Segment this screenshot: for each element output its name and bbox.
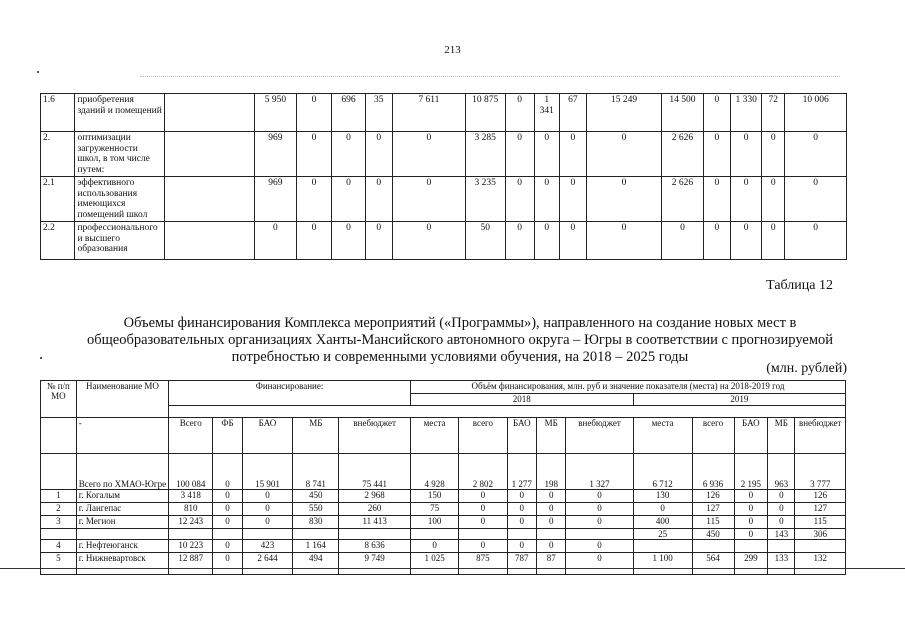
cell-value: 1 100: [633, 553, 692, 575]
cell-value: 0: [586, 222, 661, 260]
cell-value: 143: [768, 529, 795, 540]
cell-value: [293, 529, 339, 540]
header-col: места: [410, 418, 458, 454]
cell-value: 0: [213, 490, 242, 503]
scan-dot: [40, 357, 42, 359]
cell-value: 6 936: [692, 454, 734, 490]
cell-value: 2 195: [734, 454, 768, 490]
cell-value: 0: [534, 222, 559, 260]
cell-value: 0: [586, 132, 661, 177]
cell-value: 0: [785, 132, 847, 177]
table-row: [41, 503, 846, 516]
header-col: всего: [459, 418, 507, 454]
cell-value: 0: [459, 516, 507, 529]
cell-value: 10 006: [785, 94, 847, 132]
cell-value: 0: [731, 132, 762, 177]
cell-value: [795, 540, 846, 553]
cell-value: 3 235: [465, 177, 505, 222]
cell-value: 0: [734, 529, 768, 540]
cell-blank: [165, 222, 255, 260]
header-blank: [41, 418, 77, 454]
table-row: [41, 177, 847, 222]
header-financing: Финансирование:: [169, 381, 411, 406]
cell-value: 0: [566, 516, 633, 529]
cell-value: 0: [559, 132, 586, 177]
table-row: [41, 553, 846, 575]
row-name: г. Лангепас: [76, 503, 168, 516]
cell-value: 126: [795, 490, 846, 503]
cell-value: 0: [703, 132, 730, 177]
cell-value: 3 285: [465, 132, 505, 177]
cell-value: 0: [731, 177, 762, 222]
cell-value: 0: [536, 490, 565, 503]
cell-value: 1 341: [534, 94, 559, 132]
cell-value: 67: [559, 94, 586, 132]
cell-value: 2 626: [662, 177, 704, 222]
cell-value: 0: [255, 222, 297, 260]
cell-value: 1 025: [410, 553, 458, 575]
cell-value: 5 950: [255, 94, 297, 132]
table-label: Таблица 12: [766, 278, 833, 293]
cell-value: 0: [768, 490, 795, 503]
header-spacer: [169, 406, 846, 418]
cell-value: 0: [734, 516, 768, 529]
cell-value: 0: [559, 177, 586, 222]
cell-value: 400: [633, 516, 692, 529]
cell-value: 12 887: [169, 553, 213, 575]
cell-value: 50: [465, 222, 505, 260]
cell-value: 0: [507, 490, 536, 503]
cell-blank: [41, 454, 77, 490]
cell-value: 3 777: [795, 454, 846, 490]
cell-value: 0: [586, 177, 661, 222]
header-dash: -: [76, 418, 168, 454]
header-year-2019: 2019: [633, 394, 845, 406]
cell-value: 1 164: [293, 540, 339, 553]
row-name: г. Нижневартовск: [76, 553, 168, 575]
header-volume: Объём финансирования, млн. руб и значение показателя (места) на 2018-2019 год: [410, 381, 845, 394]
table-title: [60, 315, 860, 366]
cell-value: 0: [213, 516, 242, 529]
cell-value: [169, 529, 213, 540]
cell-value: 126: [692, 490, 734, 503]
header-col: всего: [692, 418, 734, 454]
header-col: БАО: [242, 418, 292, 454]
cell-value: 100: [410, 516, 458, 529]
cell-value: 0: [296, 94, 331, 132]
title-line: Объемы финансирования Комплекса мероприятий («Программы»), направленного на создание новых мест в: [123, 315, 797, 331]
row-number: 3: [41, 516, 77, 529]
header-num: № п/п МО: [41, 381, 77, 418]
table-row: [41, 94, 847, 132]
cell-value: 25: [633, 529, 692, 540]
cell-value: 0: [507, 540, 536, 553]
cell-value: 0: [762, 177, 785, 222]
cell-value: 0: [392, 132, 465, 177]
row-name: [76, 529, 168, 540]
cell-value: 0: [566, 553, 633, 575]
row-number: [41, 529, 77, 540]
cell-value: [339, 529, 411, 540]
cell-value: 550: [293, 503, 339, 516]
header-col: МБ: [536, 418, 565, 454]
header-col: внебюджет: [566, 418, 633, 454]
cell-value: [768, 540, 795, 553]
cell-value: [692, 540, 734, 553]
cell-value: [507, 529, 536, 540]
cell-value: 9 749: [339, 553, 411, 575]
row-number: 2: [41, 503, 77, 516]
page-bottom-rule: [0, 568, 905, 569]
header-col: МБ: [768, 418, 795, 454]
cell-value: 3 418: [169, 490, 213, 503]
cell-value: 72: [762, 94, 785, 132]
cell-value: 423: [242, 540, 292, 553]
scan-dot: [37, 71, 39, 73]
title-line: потребностью и современными условиями обучения, на 2018 – 2025 годы: [231, 349, 689, 365]
cell-value: [213, 529, 242, 540]
title-line: общеобразовательных организациях Ханты-Мансийского автономного округа – Югры в соответствии с прогнозируемой: [86, 332, 834, 348]
table-row: [41, 540, 846, 553]
header-col: МБ: [293, 418, 339, 454]
cell-value: 0: [566, 490, 633, 503]
row-name: г. Мегион: [76, 516, 168, 529]
cell-value: 0: [785, 222, 847, 260]
cell-value: 115: [692, 516, 734, 529]
cell-value: 127: [795, 503, 846, 516]
cell-value: 0: [762, 222, 785, 260]
cell-value: 0: [296, 177, 331, 222]
cell-value: 450: [293, 490, 339, 503]
table-row: [41, 222, 847, 260]
scan-rule: [140, 76, 840, 77]
cell-value: 0: [703, 177, 730, 222]
cell-value: 564: [692, 553, 734, 575]
cell-value: [410, 529, 458, 540]
cell-value: 0: [410, 540, 458, 553]
cell-value: 127: [692, 503, 734, 516]
table-12: [40, 380, 846, 575]
header-col: Всего: [169, 418, 213, 454]
cell-value: 2 644: [242, 553, 292, 575]
cell-value: 0: [505, 222, 534, 260]
cell-value: 0: [332, 177, 365, 222]
row-number: 2.2: [41, 222, 75, 260]
cell-value: [242, 529, 292, 540]
cell-value: 0: [296, 222, 331, 260]
cell-value: 7 611: [392, 94, 465, 132]
cell-value: 0: [566, 540, 633, 553]
cell-value: [459, 529, 507, 540]
header-col: внебюджет: [339, 418, 411, 454]
cell-value: 0: [566, 503, 633, 516]
row-name: эффективного использования имеющихся помещений школ: [75, 177, 165, 222]
table-row: [41, 132, 847, 177]
cell-value: 1 277: [507, 454, 536, 490]
cell-value: 35: [365, 94, 392, 132]
cell-value: 0: [242, 516, 292, 529]
cell-value: 0: [213, 553, 242, 575]
cell-value: 115: [795, 516, 846, 529]
cell-value: 299: [734, 553, 768, 575]
cell-blank: [165, 94, 255, 132]
page-number: 213: [444, 44, 461, 56]
cell-value: 0: [633, 503, 692, 516]
cell-value: 0: [734, 490, 768, 503]
cell-value: 0: [731, 222, 762, 260]
cell-value: 494: [293, 553, 339, 575]
cell-value: 0: [768, 503, 795, 516]
row-number: 5: [41, 553, 77, 575]
row-name: оптимизации загруженности школ, в том числе путем:: [75, 132, 165, 177]
table-row: [41, 529, 846, 540]
cell-blank: [165, 177, 255, 222]
cell-value: 0: [762, 132, 785, 177]
cell-value: 0: [213, 454, 242, 490]
cell-value: 4 928: [410, 454, 458, 490]
cell-value: [633, 540, 692, 553]
row-name: профессионального и высшего образования: [75, 222, 165, 260]
row-number: 2.: [41, 132, 75, 177]
unit-label: (млн. рублей): [766, 361, 847, 376]
cell-value: 830: [293, 516, 339, 529]
table-row: [41, 490, 846, 503]
cell-value: 787: [507, 553, 536, 575]
cell-value: 15 901: [242, 454, 292, 490]
header-col: ФБ: [213, 418, 242, 454]
row-name: приобретения зданий и помещений: [75, 94, 165, 132]
cell-value: 1 327: [566, 454, 633, 490]
cell-value: [566, 529, 633, 540]
cell-value: 133: [768, 553, 795, 575]
cell-value: 0: [213, 503, 242, 516]
cell-value: 0: [559, 222, 586, 260]
cell-value: 969: [255, 132, 297, 177]
cell-value: 0: [534, 177, 559, 222]
row-number: 2.1: [41, 177, 75, 222]
cell-value: 132: [795, 553, 846, 575]
cell-value: 0: [505, 94, 534, 132]
header-name: Наименование МО: [76, 381, 168, 418]
table-row: [41, 516, 846, 529]
row-name: г. Нефтеюганск: [76, 540, 168, 553]
cell-value: 0: [332, 132, 365, 177]
cell-value: 6 712: [633, 454, 692, 490]
row-number: 1: [41, 490, 77, 503]
cell-value: 0: [536, 503, 565, 516]
cell-value: 0: [703, 222, 730, 260]
cell-value: 0: [507, 503, 536, 516]
cell-value: 10 223: [169, 540, 213, 553]
cell-value: 0: [365, 177, 392, 222]
cell-value: 0: [459, 540, 507, 553]
cell-value: 696: [332, 94, 365, 132]
cell-value: 260: [339, 503, 411, 516]
cell-value: 0: [365, 222, 392, 260]
cell-value: 75: [410, 503, 458, 516]
table-row-total: [41, 454, 846, 490]
cell-value: 0: [242, 503, 292, 516]
row-number: 1.6: [41, 94, 75, 132]
cell-value: 0: [785, 177, 847, 222]
cell-value: 2 968: [339, 490, 411, 503]
cell-value: 15 249: [586, 94, 661, 132]
cell-value: 0: [662, 222, 704, 260]
cell-value: 0: [768, 516, 795, 529]
cell-value: 0: [534, 132, 559, 177]
cell-value: 10 875: [465, 94, 505, 132]
cell-value: 969: [255, 177, 297, 222]
cell-value: 0: [459, 503, 507, 516]
header-col: места: [633, 418, 692, 454]
cell-value: 875: [459, 553, 507, 575]
cell-value: 150: [410, 490, 458, 503]
cell-value: 11 413: [339, 516, 411, 529]
cell-value: 12 243: [169, 516, 213, 529]
cell-value: 810: [169, 503, 213, 516]
cell-value: [536, 529, 565, 540]
cell-value: 0: [536, 540, 565, 553]
cell-value: 0: [392, 222, 465, 260]
cell-value: 1 330: [731, 94, 762, 132]
cell-value: 8 636: [339, 540, 411, 553]
cell-value: 100 084: [169, 454, 213, 490]
cell-value: 87: [536, 553, 565, 575]
header-col: внебюджет: [795, 418, 846, 454]
cell-value: 14 500: [662, 94, 704, 132]
cell-value: 963: [768, 454, 795, 490]
cell-value: 450: [692, 529, 734, 540]
cell-value: 0: [392, 177, 465, 222]
cell-value: 198: [536, 454, 565, 490]
cell-value: 0: [365, 132, 392, 177]
cell-value: 0: [296, 132, 331, 177]
cell-value: 0: [332, 222, 365, 260]
cell-value: 0: [459, 490, 507, 503]
row-name: Всего по ХМАО-Югре: [76, 454, 168, 490]
cell-value: 2 802: [459, 454, 507, 490]
header-col: БАО: [734, 418, 768, 454]
cell-value: 0: [242, 490, 292, 503]
header-year-2018: 2018: [410, 394, 633, 406]
cell-value: 75 441: [339, 454, 411, 490]
cell-value: 0: [703, 94, 730, 132]
cell-value: 0: [507, 516, 536, 529]
cell-value: 0: [505, 177, 534, 222]
header-col: БАО: [507, 418, 536, 454]
cell-value: 0: [213, 540, 242, 553]
table-continuation: [40, 93, 847, 260]
cell-value: 8 741: [293, 454, 339, 490]
row-number: 4: [41, 540, 77, 553]
cell-value: 0: [536, 516, 565, 529]
cell-value: 0: [734, 503, 768, 516]
cell-value: 130: [633, 490, 692, 503]
cell-value: 2 626: [662, 132, 704, 177]
cell-value: 0: [505, 132, 534, 177]
cell-blank: [165, 132, 255, 177]
cell-value: 306: [795, 529, 846, 540]
cell-value: [734, 540, 768, 553]
row-name: г. Когалым: [76, 490, 168, 503]
